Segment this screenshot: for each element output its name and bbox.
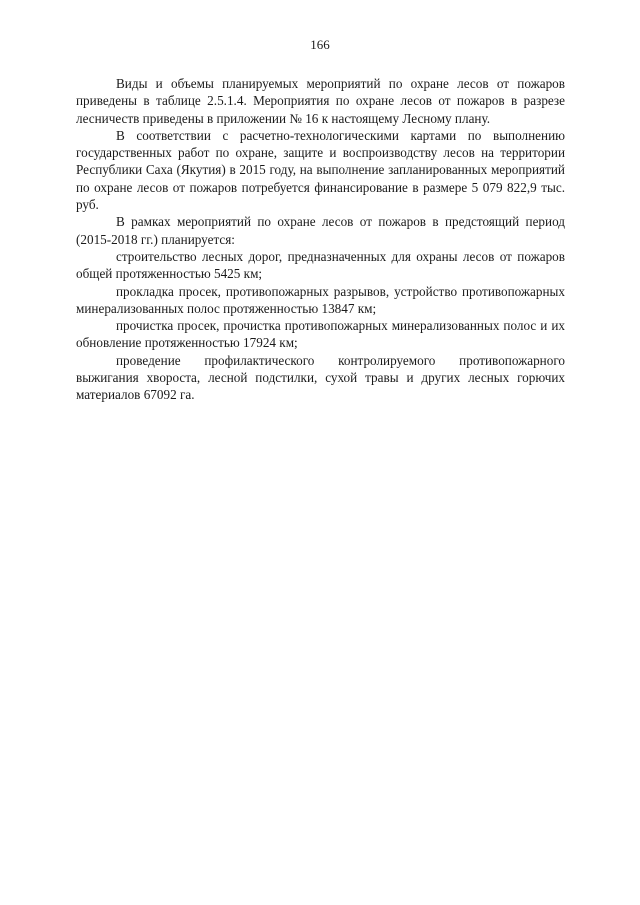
paragraph-financing: В соответствии с расчетно-технологическими картами по выполнению государственных работ по охране, защите и воспроизводству лесов на территории Республики Саха (Якутия) в 2015 году, на выполнение запланированных мероприятий по охране лесов от пожаров потребуется финансирование в размере 5 079 822,9 тыс. руб.: [76, 127, 565, 213]
paragraph-measures-overview: Виды и объемы планируемых мероприятий по охране лесов от пожаров приведены в таблице 2.5.1.4. Мероприятия по охране лесов от пожаров в разрезе лесничеств приведены в приложении № 16 к настоящему Лесному плану.: [76, 76, 565, 126]
list-item-clearing: прочистка просек, прочистка противопожарных минерализованных полос и их обновление протяженностью 17924 км;: [76, 318, 565, 351]
body-text: [76, 75, 565, 404]
paragraph-planned-intro: В рамках мероприятий по охране лесов от пожаров в предстоящий период (2015-2018 гг.) планируется:: [76, 214, 565, 247]
list-item-controlled-burning: проведение профилактического контролируемого противопожарного выжигания хворостa, лесной подстилки, сухой травы и других лесных горючих материалов 67092 га.: [76, 352, 565, 403]
list-item-firebreaks: прокладка просек, противопожарных разрывов, устройство противопожарных минерализованных полос протяженностью 13847 км;: [76, 283, 565, 316]
list-item-forest-roads: строительство лесных дорог, предназначенных для охраны лесов от пожаров общей протяженностью 5425 км;: [76, 248, 565, 282]
page-number: 166: [310, 37, 330, 52]
